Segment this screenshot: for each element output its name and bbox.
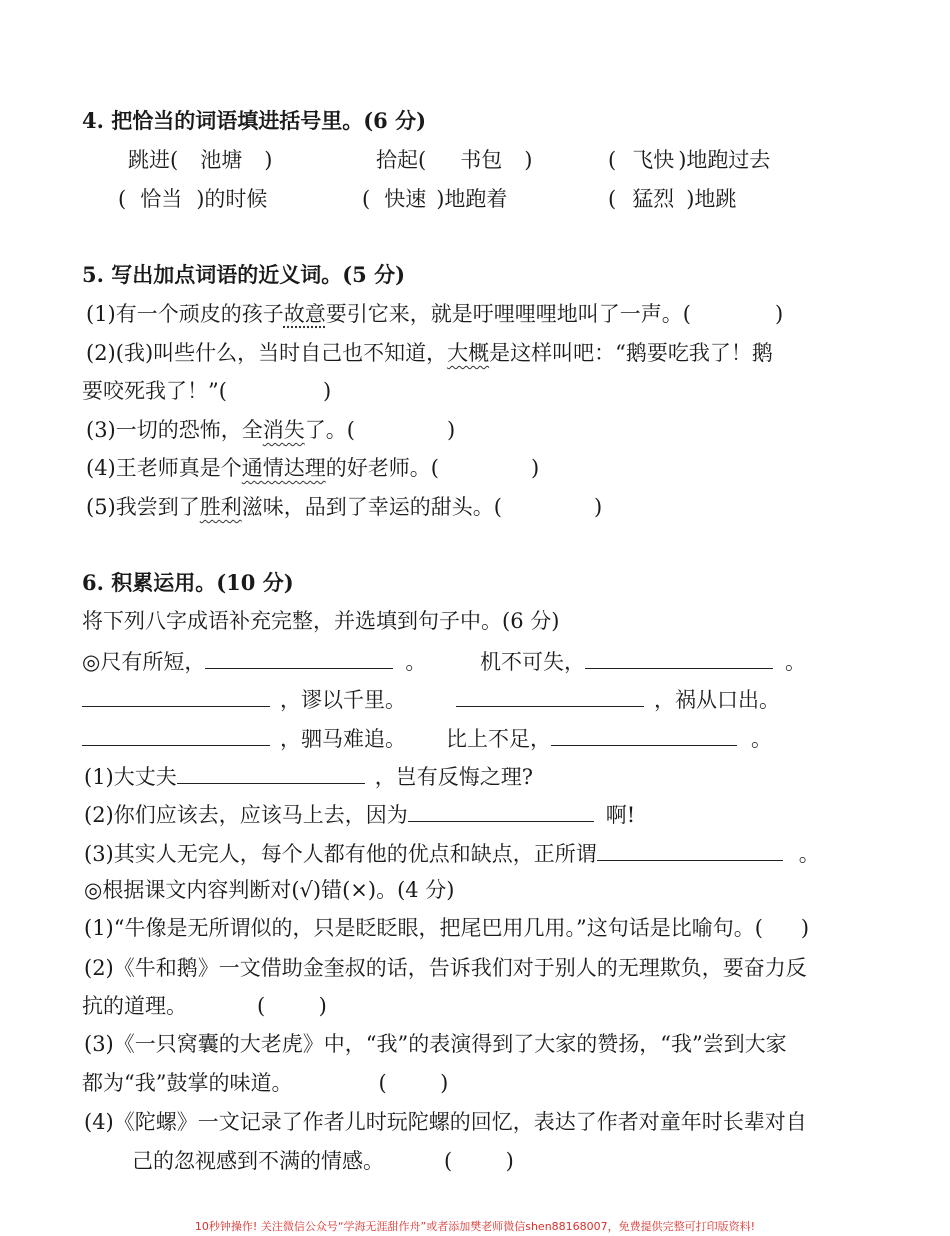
- q4-answer: 猛烈: [632, 187, 675, 211]
- judge-item-2b: [82, 993, 327, 1019]
- q4-post: ): [264, 148, 273, 172]
- idiom-row-3: [82, 725, 406, 752]
- q4-item: [128, 147, 272, 173]
- text: (1)有一个顽皮的孩子: [86, 302, 284, 326]
- judge-item-2: (2)《牛和鹅》一文借助金奎叔的话，告诉我们对于别人的无理欺负，要奋力反: [84, 956, 807, 980]
- text: 啊!: [605, 803, 636, 827]
- q4-pre: (: [608, 187, 617, 211]
- idiom-row-2b: [456, 686, 780, 713]
- judge-title: ◎根据课文内容判断对(√)错(×)。(4 分): [84, 878, 455, 902]
- blank-line[interactable]: [551, 725, 737, 746]
- judge-item-4: (4)《陀螺》一文记录了作者儿时玩陀螺的回忆，表达了作者对童年时长辈对自: [84, 1110, 807, 1134]
- text: ◎尺有所短，: [82, 650, 206, 674]
- marked-word: 胜利: [199, 495, 242, 519]
- q4-post: )地跑着: [436, 187, 508, 211]
- q5-sentence-3: [86, 417, 455, 443]
- text: ): [774, 302, 784, 326]
- judge-item-1: [84, 915, 809, 941]
- q5-sentence-1: [86, 301, 783, 327]
- blank-line[interactable]: [205, 648, 393, 669]
- text: ，祸从口出。: [654, 688, 780, 712]
- judge-item-3b: [82, 1070, 448, 1096]
- idiom-row-1b: [480, 648, 806, 675]
- q6-title: 6. 积累运用。(10 分): [82, 570, 294, 595]
- text: 要咬死我了！”(: [82, 379, 227, 403]
- q4-item: [608, 186, 736, 212]
- text: ): [800, 916, 810, 940]
- q4-pre: 拾起(: [376, 148, 427, 172]
- text: (2)(我)叫些什么，当时自己也不知道，: [86, 341, 448, 365]
- text: 滋味，品到了幸运的甜头。(: [241, 495, 502, 519]
- text: 比上不足，: [446, 727, 551, 751]
- text: (3)其实人无完人，每个人都有他的优点和缺点，正所谓: [84, 842, 597, 866]
- marked-word: 通情达理: [241, 456, 326, 480]
- idiom-row-3b: [446, 725, 772, 752]
- text: (4)王老师真是个: [86, 456, 242, 480]
- text: (2)你们应该去，应该马上去，因为: [84, 803, 408, 827]
- fill-sentence-1: [84, 763, 533, 790]
- q4-answer: 恰当: [140, 187, 183, 211]
- text: 。: [785, 650, 806, 674]
- text: 己的忽视感到不满的情感。: [132, 1149, 384, 1173]
- q4-post: )地跳: [686, 187, 737, 211]
- judge-item-4b: [132, 1148, 514, 1174]
- text: 机不可失，: [480, 650, 585, 674]
- blank-line[interactable]: [82, 725, 270, 746]
- text: ，岂有反悔之理?: [374, 765, 534, 789]
- judge-item-3: (3)《一只窝囊的大老虎》中，“我”的表演得到了大家的赞扬，“我”尝到大家: [84, 1032, 787, 1056]
- q4-post: )地跑过去: [678, 148, 771, 172]
- blank-line[interactable]: [456, 686, 644, 707]
- blank-line[interactable]: [585, 648, 773, 669]
- answer-slot[interactable]: ( ): [444, 1149, 514, 1173]
- q4-title: 4. 把恰当的词语填进括号里。(6 分): [82, 108, 427, 133]
- q4-item: [608, 147, 770, 173]
- q4-pre: (: [608, 148, 617, 172]
- text: 了。(: [304, 418, 355, 442]
- text: (5)我尝到了: [86, 495, 200, 519]
- text: (3)一切的恐怖，全: [86, 418, 263, 442]
- marked-word: 消失: [262, 418, 305, 442]
- q4-item: [118, 186, 267, 212]
- fill-sentence-3: [84, 840, 820, 867]
- q5-sentence-2: [86, 340, 773, 366]
- q5-sentence-5: [86, 494, 602, 520]
- q5-title: 5. 写出加点词语的近义词。(5 分): [82, 262, 406, 287]
- q4-answer: 池塘: [200, 148, 243, 172]
- q4-pre: (: [118, 187, 127, 211]
- text: 抗的道理。: [82, 994, 187, 1018]
- text: 的好老师。(: [325, 456, 439, 480]
- text: 是这样叫吧：“鹅要吃我了！鹅: [489, 341, 773, 365]
- text: (1)大丈夫: [84, 765, 177, 789]
- text: ): [593, 495, 603, 519]
- marked-word: 故意: [283, 302, 326, 326]
- idiom-row-2: [82, 686, 406, 713]
- blank-line[interactable]: [408, 801, 594, 822]
- q4-post: ): [524, 148, 533, 172]
- text: ): [446, 418, 456, 442]
- q4-item: [362, 186, 507, 212]
- q4-answer: 书包: [460, 148, 503, 172]
- q4-answer: 快速: [384, 187, 427, 211]
- answer-slot[interactable]: ( ): [378, 1071, 449, 1095]
- q4-answer: 飞快: [632, 148, 675, 172]
- q4-pre: (: [362, 187, 371, 211]
- fill-sentence-2: [84, 801, 635, 828]
- blank-line[interactable]: [177, 763, 365, 784]
- answer-slot[interactable]: ( ): [257, 994, 327, 1018]
- text: ): [322, 379, 332, 403]
- text: 。: [751, 727, 772, 751]
- text: 要引它来，就是吁哩哩哩地叫了一声。(: [325, 302, 691, 326]
- q4-item: [376, 147, 532, 173]
- q5-sentence-2b: [82, 378, 331, 404]
- blank-line[interactable]: [82, 686, 270, 707]
- text: ): [530, 456, 540, 480]
- text: 。: [798, 842, 820, 866]
- idiom-row-1: [82, 648, 426, 675]
- footer-note: 10秒钟操作! 关注微信公众号“学海无涯甜作舟”或者添加樊老师微信shen88168007，免费提供完整可打印版资料!: [194, 1220, 756, 1233]
- text: ，驷马难追。: [280, 727, 406, 751]
- marked-word: 大概: [447, 341, 490, 365]
- blank-line[interactable]: [597, 840, 783, 861]
- text: (1)“牛像是无所谓似的，只是眨眨眼，把尾巴用几用。”这句话是比喻句。(: [84, 916, 763, 940]
- q6-intro: 将下列八字成语补充完整，并选填到句子中。(6 分): [82, 609, 560, 633]
- text: 。: [405, 650, 427, 674]
- q4-pre: 跳进(: [128, 148, 179, 172]
- text: 都为“我”鼓掌的味道。: [82, 1071, 293, 1095]
- q5-sentence-4: [86, 455, 539, 481]
- text: ，谬以千里。: [280, 688, 406, 712]
- q4-post: )的时候: [196, 187, 268, 211]
